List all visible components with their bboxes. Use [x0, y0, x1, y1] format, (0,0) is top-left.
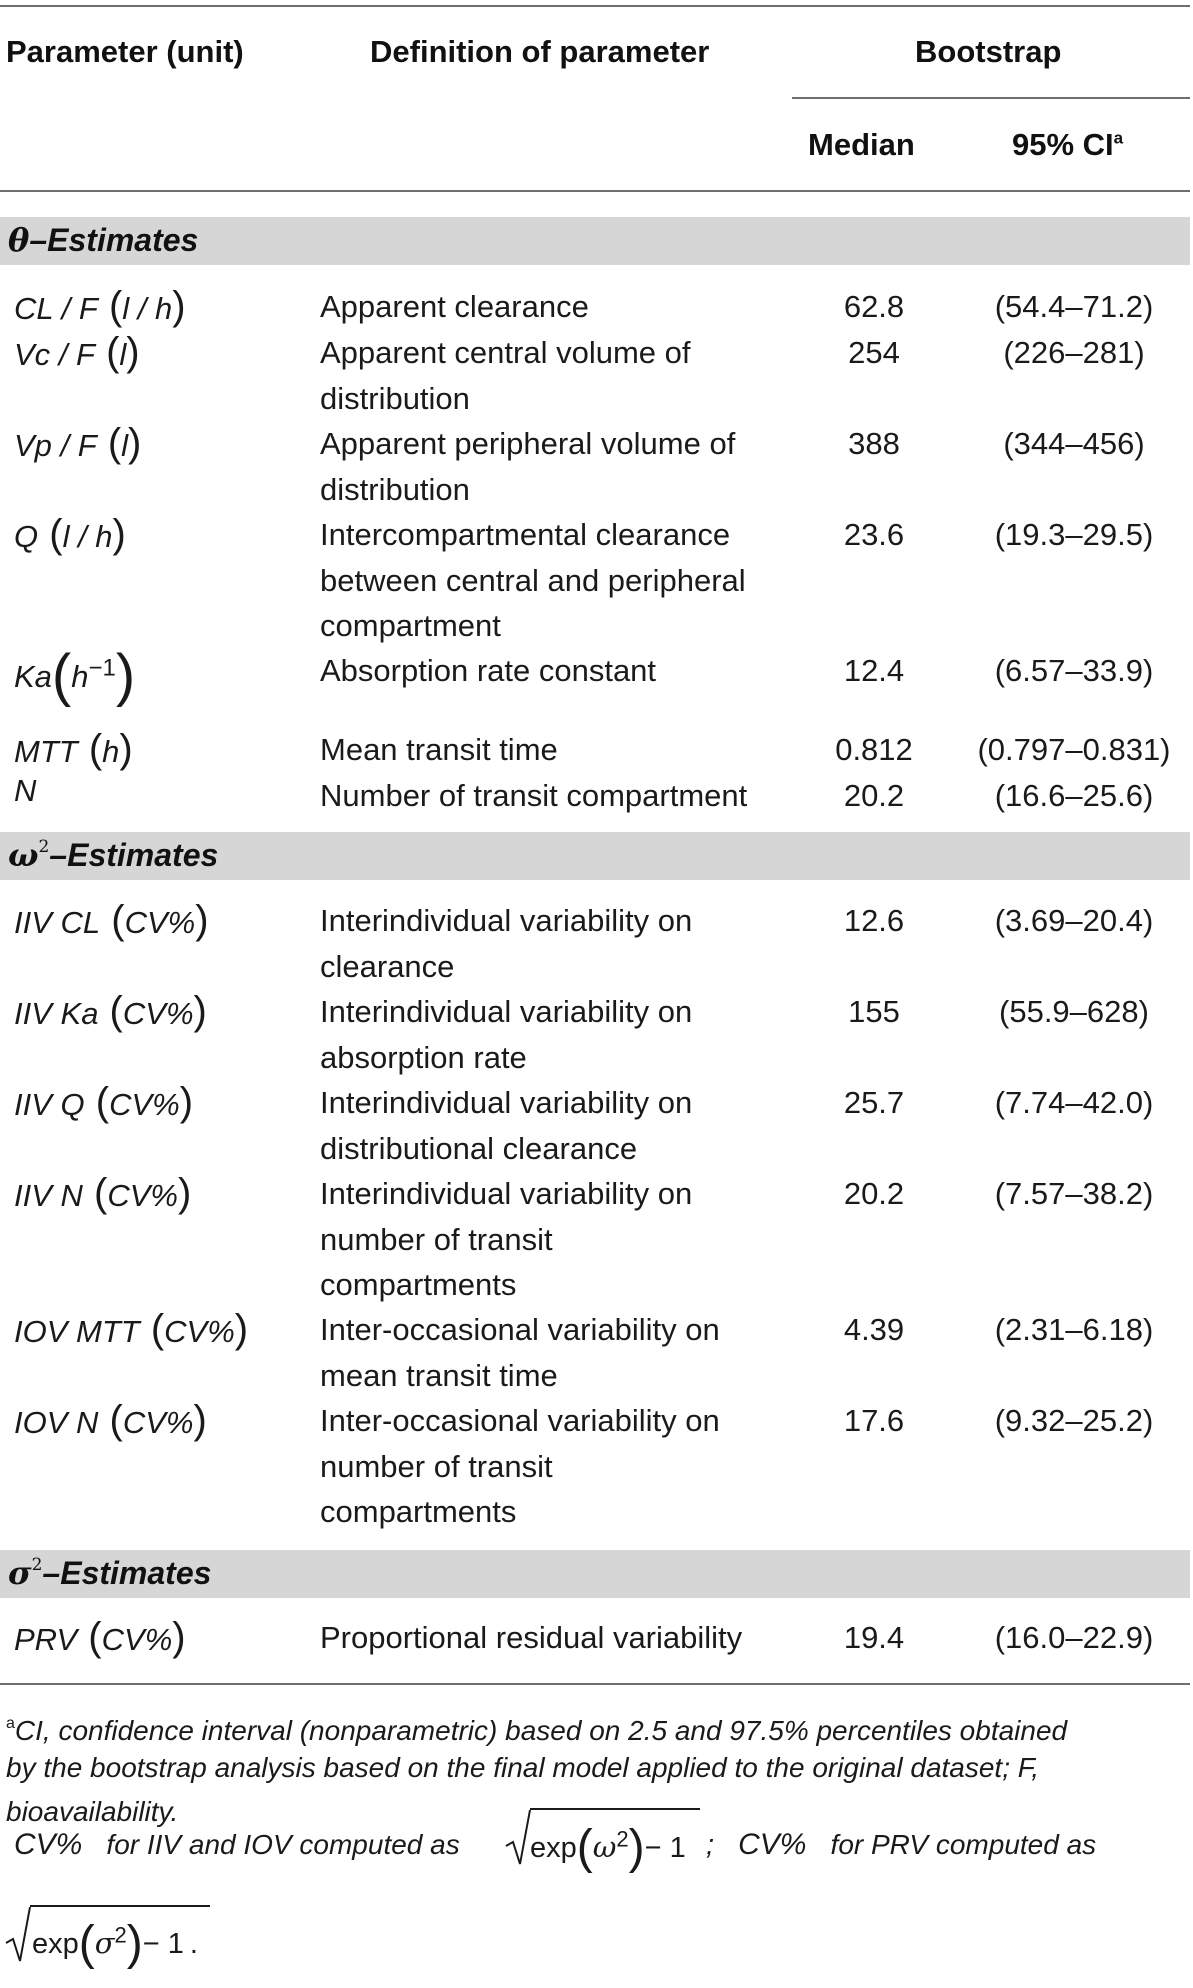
- semicolon: ;: [706, 1829, 715, 1861]
- ci-cell: (7.74–42.0): [994, 1085, 1154, 1120]
- omega-squared: 2: [616, 1826, 629, 1852]
- def-line: distributional clearance: [320, 1130, 638, 1166]
- paren-close: ): [126, 1917, 143, 1970]
- theta-symbol: θ: [8, 221, 30, 259]
- paren-close: ): [126, 330, 140, 374]
- def-line: Inter-occasional variability on: [320, 1312, 720, 1347]
- cv-label: CV%: [14, 1828, 83, 1861]
- param-unit: h: [71, 659, 89, 694]
- param-unit: CV%: [122, 996, 194, 1031]
- param-cell: [14, 898, 209, 943]
- paren-open: (: [84, 1080, 110, 1124]
- paren-close: ): [172, 1615, 186, 1659]
- param-main: Vp / F: [14, 428, 97, 463]
- def-line: compartments: [320, 1494, 517, 1529]
- def-line: compartments: [320, 1267, 517, 1302]
- section-theta: [0, 217, 1190, 265]
- footnote-marker: a: [6, 1715, 15, 1732]
- definition-cell: [320, 648, 790, 694]
- formula-line-1: [14, 1828, 460, 1862]
- paren-open: (: [94, 330, 120, 374]
- minus-one: − 1: [142, 1928, 184, 1960]
- paren-close: ): [112, 512, 126, 556]
- ci-cell: (54.4–71.2): [994, 289, 1154, 324]
- exp-text: exp: [530, 1832, 577, 1864]
- paren-open: (: [576, 1821, 593, 1874]
- footnote-line-3: bioavailability.: [6, 1796, 179, 1827]
- end-period: .: [189, 1928, 198, 1960]
- sqrt-stroke: [6, 1907, 30, 1961]
- sqrt-sign-sigma: [4, 1905, 32, 1965]
- section-omega-label: [8, 836, 218, 874]
- definition-cell: [320, 330, 790, 421]
- sqrt-sign-omega: [504, 1808, 532, 1868]
- minus-one: − 1: [644, 1832, 686, 1864]
- header-ci-text: 95% CI: [1012, 127, 1114, 162]
- param-unit: l: [121, 428, 129, 463]
- ci-cell: (226–281): [1003, 335, 1145, 370]
- def-line: Interindividual variability on: [320, 903, 693, 938]
- section-sigma-title: –Estimates: [42, 1555, 212, 1591]
- paren-close: ): [195, 898, 209, 942]
- ci-cell: (7.57–38.2): [994, 1176, 1154, 1211]
- formula-omega: [530, 1820, 686, 1875]
- median-cell: 4.39: [843, 1312, 905, 1347]
- definition-cell: [320, 1398, 790, 1535]
- param-cell: [14, 1080, 193, 1125]
- param-main: Vc / F: [14, 337, 95, 372]
- def-line: Mean transit time: [320, 732, 558, 767]
- paren-open: (: [78, 1917, 95, 1970]
- median-cell: 155: [848, 994, 900, 1029]
- param-main: Q: [14, 519, 39, 554]
- paren-open: (: [77, 727, 103, 771]
- def-line: Inter-occasional variability on: [320, 1403, 720, 1438]
- omega-glyph: ω: [592, 1830, 617, 1864]
- param-cell: [14, 512, 126, 557]
- paren-open: (: [100, 898, 125, 942]
- omega-sup: 2: [38, 837, 50, 857]
- header-definition: Definition of parameter: [370, 34, 710, 69]
- header-bootstrap: Bootstrap: [915, 34, 1062, 69]
- param-main: IIV CL: [14, 905, 101, 940]
- param-main: IOV N: [14, 1405, 99, 1440]
- median-cell: 25.7: [843, 1085, 905, 1120]
- def-line: Intercompartmental clearance: [320, 517, 731, 552]
- ci-cell: (3.69–20.4): [994, 903, 1154, 938]
- param-cell: [14, 284, 186, 329]
- header-median: Median: [808, 127, 915, 162]
- definition-cell: [320, 1171, 790, 1308]
- param-cell: [14, 989, 207, 1034]
- paren-close: ): [177, 1171, 192, 1215]
- paren-close: ): [179, 1080, 194, 1124]
- omega-symbol: ω: [8, 836, 39, 874]
- def-line: Apparent central volume of: [320, 335, 691, 370]
- param-unit: CV%: [164, 1314, 235, 1349]
- param-main: N: [14, 773, 37, 808]
- footnote-text-1: CI, confidence interval (nonparametric) based on 2.5 and 97.5% percentiles obtained: [14, 1715, 1068, 1746]
- def-line: Apparent peripheral volume of: [320, 426, 736, 461]
- paren-open: (: [98, 989, 123, 1033]
- definition-cell: [320, 512, 790, 649]
- section-sigma: [0, 1550, 1190, 1598]
- section-theta-label: [8, 221, 198, 259]
- median-cell: 12.4: [843, 653, 905, 688]
- median-cell: 388: [848, 426, 900, 461]
- def-line: Interindividual variability on: [320, 1176, 693, 1211]
- paren-open: (: [51, 643, 72, 708]
- param-unit: l / h: [62, 519, 113, 554]
- section-omega-title: –Estimates: [49, 837, 219, 873]
- definition-cell: [320, 898, 790, 989]
- paren-close: ): [234, 1307, 249, 1351]
- sqrt-stroke: [506, 1810, 530, 1864]
- ci-cell: (19.3–29.5): [994, 517, 1154, 552]
- header-ci-sup: a: [1113, 128, 1124, 148]
- sqrt-bar-sigma: [30, 1905, 210, 1907]
- paren-close: ): [172, 284, 186, 328]
- param-unit: l / h: [122, 291, 173, 326]
- param-main: IOV MTT: [14, 1314, 140, 1349]
- ci-cell: (344–456): [1003, 426, 1145, 461]
- param-cell: [14, 330, 140, 375]
- definition-cell: [320, 421, 790, 512]
- header-bottom-rule: [0, 190, 1190, 192]
- paren-open: (: [98, 1398, 123, 1442]
- section-theta-title: –Estimates: [29, 222, 199, 258]
- definition-cell: [320, 284, 790, 330]
- paren-open: (: [38, 512, 63, 556]
- param-unit: CV%: [109, 1087, 180, 1122]
- def-line: Interindividual variability on: [320, 1085, 693, 1120]
- param-unit: CV%: [107, 1178, 178, 1213]
- median-cell: 0.812: [835, 732, 913, 767]
- param-cell: [14, 421, 141, 466]
- header-ci: [1012, 127, 1123, 163]
- param-unit: CV%: [122, 1405, 194, 1440]
- header-parameter: Parameter (unit): [6, 34, 244, 69]
- formula-line-1-tail: [706, 1828, 1096, 1862]
- def-line: between central and peripheral: [320, 562, 746, 598]
- sigma-glyph: σ: [94, 1926, 115, 1960]
- param-main: CL / F: [14, 291, 98, 326]
- definition-cell: [320, 727, 790, 773]
- sigma-squared: 2: [114, 1922, 127, 1948]
- def-line: Proportional residual variability: [320, 1620, 743, 1655]
- param-main: IIV Q: [14, 1087, 85, 1122]
- def-line: number of transit: [320, 1448, 553, 1484]
- param-main: MTT: [14, 734, 78, 769]
- param-cell: [14, 1171, 191, 1216]
- definition-cell: [320, 1307, 790, 1398]
- formula-sigma: [32, 1916, 198, 1971]
- sqrt-bar-omega: [530, 1808, 700, 1810]
- paren-close: ): [119, 727, 133, 771]
- param-main: PRV: [14, 1622, 78, 1657]
- paren-open: (: [77, 1615, 102, 1659]
- median-cell: 23.6: [843, 517, 905, 552]
- param-cell: [14, 642, 135, 709]
- median-cell: 17.6: [843, 1403, 905, 1438]
- param-unit: CV%: [124, 905, 196, 940]
- footnote-line-2: by the bootstrap analysis based on the final model applied to the original dataset; F,: [6, 1752, 1040, 1783]
- param-cell: [14, 1615, 186, 1660]
- param-unit: l: [119, 337, 127, 372]
- median-cell: 62.8: [843, 289, 905, 324]
- def-line: absorption rate: [320, 1039, 527, 1075]
- paren-close: ): [115, 643, 136, 708]
- exp-text: exp: [32, 1928, 79, 1960]
- bootstrap-rule: [792, 97, 1190, 99]
- ci-cell: (16.0–22.9): [994, 1620, 1154, 1655]
- def-line: Number of transit compartment: [320, 778, 748, 813]
- paren-close: ): [128, 421, 142, 465]
- ci-cell: (0.797–0.831): [977, 732, 1171, 767]
- param-main: Ka: [14, 659, 52, 694]
- param-main: IIV N: [14, 1178, 83, 1213]
- for-prv-text: for PRV computed as: [830, 1829, 1097, 1860]
- ci-cell: (16.6–25.6): [994, 778, 1154, 813]
- param-unit: CV%: [101, 1622, 173, 1657]
- sigma-sup: 2: [31, 1555, 43, 1575]
- ci-cell: (55.9–628): [999, 994, 1149, 1029]
- section-omega: [0, 832, 1190, 880]
- ci-cell: (9.32–25.2): [994, 1403, 1154, 1438]
- median-cell: 20.2: [843, 1176, 905, 1211]
- for-iiv-text: for IIV and IOV computed as: [106, 1829, 460, 1860]
- def-line: compartment: [320, 608, 501, 643]
- definition-cell: [320, 989, 790, 1080]
- definition-cell: [320, 1615, 790, 1661]
- median-cell: 254: [848, 335, 900, 370]
- param-cell: [14, 1307, 248, 1352]
- paren-close: ): [628, 1821, 645, 1874]
- param-main: IIV Ka: [14, 996, 99, 1031]
- param-unit-sup: −1: [88, 654, 116, 682]
- table-bottom-rule: [0, 1683, 1190, 1685]
- cv-label-2: CV%: [738, 1828, 807, 1861]
- param-cell: [14, 727, 133, 772]
- def-line: distribution: [320, 380, 470, 416]
- param-unit: h: [102, 734, 120, 769]
- paren-open: (: [139, 1307, 165, 1351]
- def-line: Absorption rate constant: [320, 653, 657, 688]
- def-line: number of transit: [320, 1221, 553, 1257]
- median-cell: 12.6: [843, 903, 905, 938]
- paren-open: (: [82, 1171, 108, 1215]
- section-sigma-label: [8, 1554, 211, 1592]
- param-cell: [14, 1398, 207, 1443]
- paren-open: (: [96, 421, 122, 465]
- top-rule: [0, 5, 1190, 7]
- median-cell: 20.2: [843, 778, 905, 813]
- paren-close: ): [193, 989, 207, 1033]
- def-line: distribution: [320, 471, 470, 507]
- def-line: Apparent clearance: [320, 289, 589, 324]
- definition-cell: [320, 1080, 790, 1171]
- def-line: clearance: [320, 948, 455, 984]
- definition-cell: [320, 773, 790, 819]
- ci-cell: (6.57–33.9): [994, 653, 1154, 688]
- sigma-symbol: σ: [8, 1554, 32, 1592]
- def-line: Interindividual variability on: [320, 994, 693, 1029]
- param-cell: [14, 773, 36, 809]
- paren-close: ): [193, 1398, 207, 1442]
- paren-open: (: [97, 284, 123, 328]
- ci-cell: (2.31–6.18): [994, 1312, 1154, 1347]
- def-line: mean transit time: [320, 1357, 558, 1393]
- median-cell: 19.4: [843, 1620, 905, 1655]
